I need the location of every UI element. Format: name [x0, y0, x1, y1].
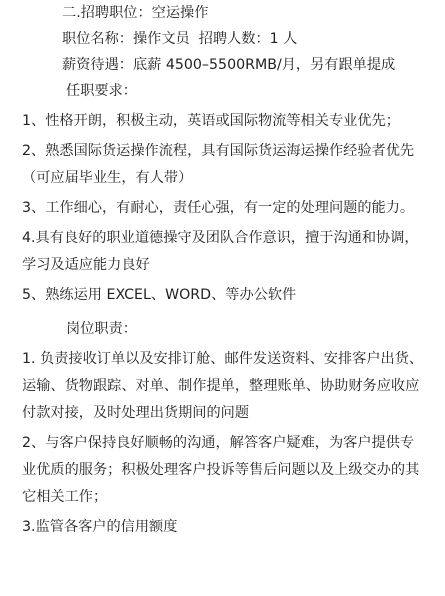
requirement-item: 2、熟悉国际货运操作流程，具有国际货运海运操作经验者优先（可应届毕业生，有人带） [22, 143, 415, 186]
requirement-item: 5、熟练运用 EXCEL、WORD、等办公软件 [22, 287, 297, 303]
duty-item: 1. 负责接收订单以及安排订舱、邮件发送资料、安排客户出货、运输、货物跟踪、对单、制作提单，整理账单、协助财务应收应付款对接，及时处理出货期间的问题 [22, 351, 424, 421]
requirement-item: 1、性格开朗，积极主动，英语或国际物流等相关专业优先； [22, 113, 400, 129]
duties-title: 岗位职责： [66, 321, 137, 337]
duty-item: 3.监管各客户的信用额度 [22, 519, 178, 535]
position-line: 职位名称：操作文员 招聘人数：1 人 [62, 31, 298, 47]
salary-line: 薪资待遇：底薪 4500–5500RMB/月，另有跟单提成 [62, 57, 396, 73]
section-heading: 二.招聘职位：空运操作 [62, 5, 209, 21]
requirement-item: 4.具有良好的职业道德操守及团队合作意识，擅于沟通和协调，学习及适应能力良好 [22, 230, 419, 273]
requirement-item: 3、工作细心，有耐心，责任心强，有一定的处理问题的能力。 [22, 200, 415, 216]
requirements-title: 任职要求： [66, 83, 137, 99]
duty-item: 2、与客户保持良好顺畅的沟通，解答客户疑难，为客户提供专业优质的服务；积极处理客户投诉等售后问题以及上级交办的其它相关工作； [22, 435, 420, 505]
